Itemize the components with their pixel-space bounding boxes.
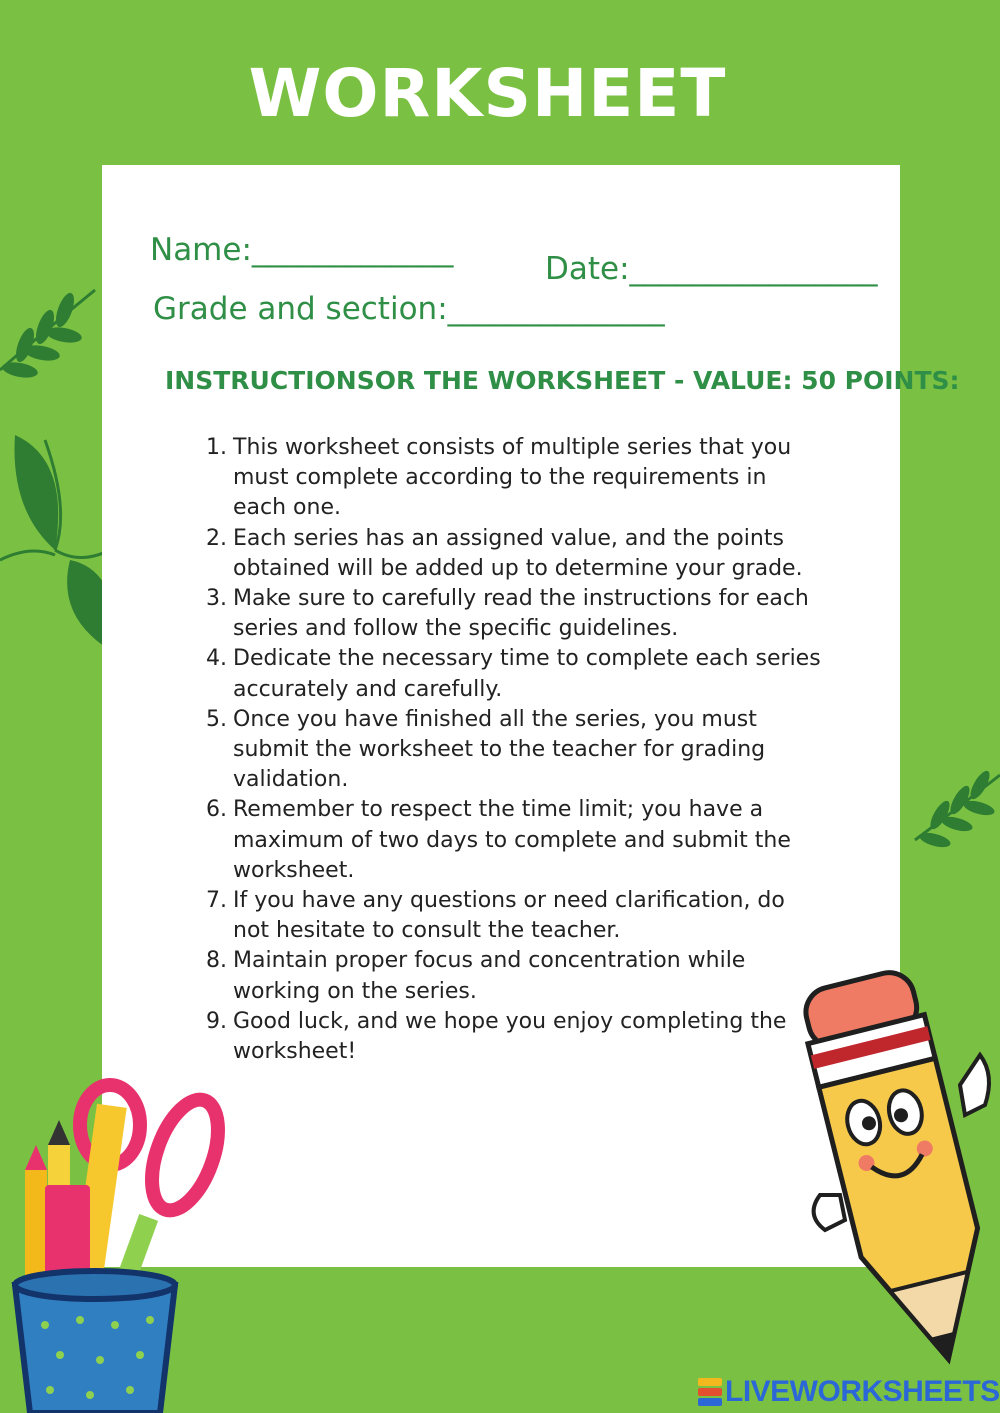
instruction-text: Remember to respect the time limit; you have a maximum of two days to complete and submit the worksheet. bbox=[233, 797, 791, 883]
instruction-number: 7. bbox=[206, 888, 227, 914]
leaf-branch-top-left-icon bbox=[0, 275, 110, 385]
instruction-item bbox=[206, 886, 826, 946]
instruction-number: 6. bbox=[206, 797, 227, 823]
instruction-text: Maintain proper focus and concentration while working on the series. bbox=[233, 948, 746, 1004]
pencil-cup-icon bbox=[0, 1075, 235, 1413]
instruction-item bbox=[206, 433, 826, 524]
instruction-item bbox=[206, 946, 826, 1006]
grade-section-field[interactable]: Grade and section:______________ bbox=[153, 291, 665, 327]
pencil-character-icon bbox=[800, 965, 1000, 1373]
liveworksheets-logo bbox=[698, 1376, 1000, 1408]
page-title: WORKSHEET bbox=[248, 55, 727, 132]
brand-mark-icon bbox=[698, 1378, 722, 1406]
instruction-text: Good luck, and we hope you enjoy completing the worksheet! bbox=[233, 1008, 787, 1065]
instruction-text: Make sure to carefully read the instructions for each series and follow the specific guidelines. bbox=[233, 586, 809, 642]
instruction-item bbox=[206, 584, 826, 644]
instruction-text: Each series has an assigned value, and the points obtained will be added up to determine your grade. bbox=[233, 525, 803, 581]
instruction-text: If you have any questions or need clarification, do not hesitate to consult the teacher. bbox=[233, 888, 785, 944]
instructions-list bbox=[206, 433, 826, 1067]
instruction-number: 2. bbox=[206, 525, 227, 551]
instruction-number: 1. bbox=[206, 435, 227, 460]
instructions-heading: INSTRUCTIONSOR THE WORKSHEET - VALUE: 50 POINTS: bbox=[165, 366, 960, 395]
name-field[interactable]: Name:_____________ bbox=[150, 232, 454, 268]
instruction-item bbox=[206, 644, 826, 704]
instruction-item bbox=[206, 524, 826, 584]
instruction-item bbox=[206, 705, 826, 796]
instruction-number: 8. bbox=[206, 948, 227, 974]
instruction-number: 4. bbox=[206, 646, 227, 672]
instruction-text: Dedicate the necessary time to complete each series accurately and carefully. bbox=[233, 646, 821, 702]
instruction-number: 3. bbox=[206, 586, 227, 612]
instruction-number: 9. bbox=[206, 1008, 227, 1034]
instruction-text: This worksheet consists of multiple series that you must complete according to the requirements in each one. bbox=[233, 435, 792, 521]
instruction-number: 5. bbox=[206, 706, 227, 732]
date-field[interactable]: Date:________________ bbox=[545, 251, 878, 287]
leaf-branch-right-icon bbox=[905, 760, 1000, 860]
instruction-item bbox=[206, 1007, 826, 1067]
instruction-text: Once you have finished all the series, you must submit the worksheet to the teacher for grading validation. bbox=[233, 706, 766, 793]
instruction-item bbox=[206, 795, 826, 886]
brand-text: LIVEWORKSHEETS bbox=[725, 1375, 1000, 1408]
